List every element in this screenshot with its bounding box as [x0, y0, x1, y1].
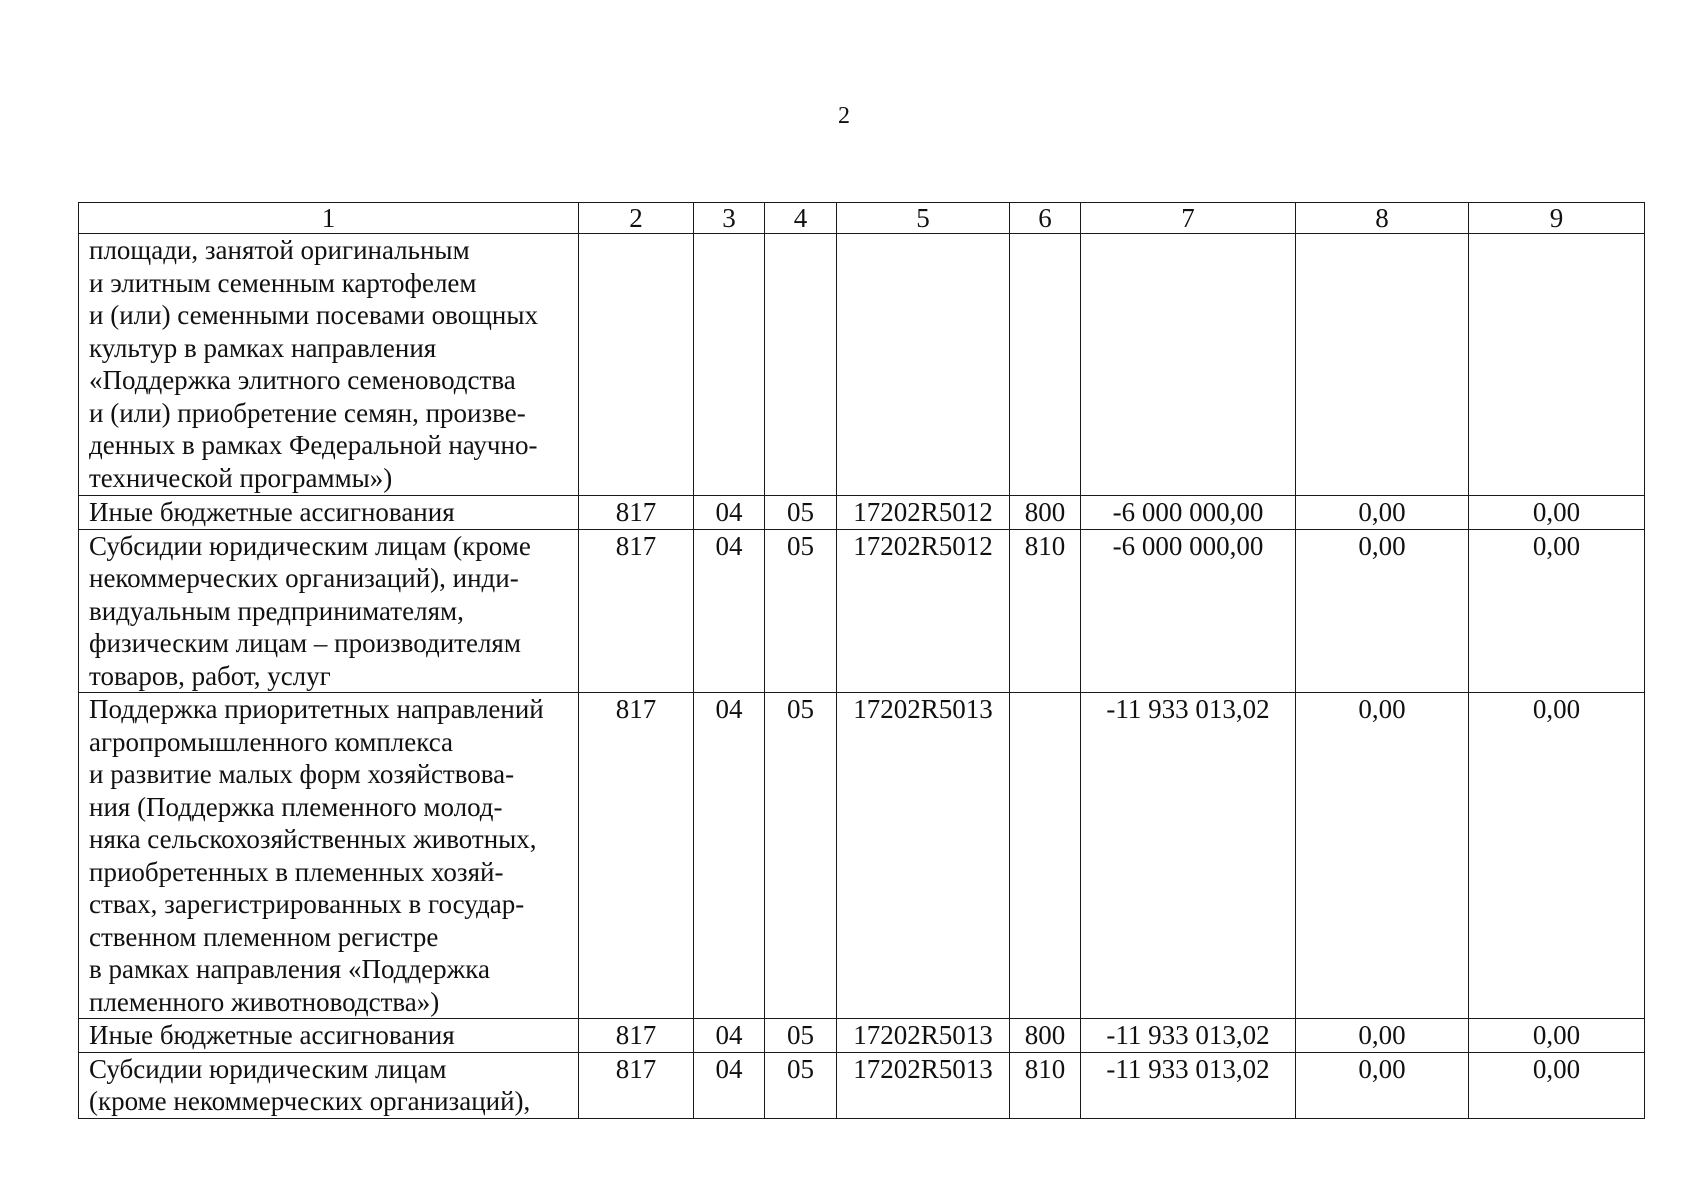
cell-subsection: 05	[765, 496, 837, 530]
column-header: 6	[1010, 203, 1081, 234]
row-description: Иные бюджетные ассигнования	[79, 496, 579, 530]
table-row	[79, 234, 1645, 496]
budget-table	[78, 202, 1645, 1119]
cell-target-article: 17202R5012	[837, 496, 1010, 530]
cell-subsection: 05	[765, 693, 837, 1019]
cell-grbs: 817	[579, 1019, 694, 1053]
cell-amount-2: 0,00	[1296, 1052, 1469, 1118]
cell-grbs: 817	[579, 496, 694, 530]
cell-amount-2: 0,00	[1296, 1019, 1469, 1053]
cell-grbs	[579, 234, 694, 496]
cell-amount-2: 0,00	[1296, 529, 1469, 693]
cell-target-article	[837, 234, 1010, 496]
cell-amount-2: 0,00	[1296, 496, 1469, 530]
cell-grbs: 817	[579, 693, 694, 1019]
row-description: Поддержка приоритетных направлений агропромышленного комплекса и развитие малых форм хозяйствова- ния (Поддержка племенного молод- няка сельскохозяйственных животных, приобретенных в племенных хозяй- ствах, зарегистрированных в государ- ственном племенном регистре в рамках направления «Поддержка племенного животноводства»)	[79, 693, 579, 1019]
table-row	[79, 693, 1645, 1019]
cell-amount-3: 0,00	[1469, 496, 1645, 530]
cell-amount-1: -11 933 013,02	[1081, 1052, 1296, 1118]
cell-amount-3	[1469, 234, 1645, 496]
column-header: 3	[694, 203, 765, 234]
cell-amount-1: -6 000 000,00	[1081, 529, 1296, 693]
cell-grbs: 817	[579, 529, 694, 693]
cell-target-article: 17202R5013	[837, 693, 1010, 1019]
cell-amount-3: 0,00	[1469, 1019, 1645, 1053]
cell-amount-1	[1081, 234, 1296, 496]
cell-subsection: 05	[765, 529, 837, 693]
cell-expense-type: 800	[1010, 496, 1081, 530]
table-row	[79, 529, 1645, 693]
cell-amount-1: -11 933 013,02	[1081, 1019, 1296, 1053]
cell-target-article: 17202R5013	[837, 1019, 1010, 1053]
column-header: 2	[579, 203, 694, 234]
column-header: 8	[1296, 203, 1469, 234]
cell-expense-type: 810	[1010, 529, 1081, 693]
row-description: Субсидии юридическим лицам (кроме некоммерческих организаций), инди- видуальным предпринимателям, физическим лицам – производителям товаров, работ, услуг	[79, 529, 579, 693]
cell-amount-2	[1296, 234, 1469, 496]
column-header: 9	[1469, 203, 1645, 234]
cell-section: 04	[694, 496, 765, 530]
cell-section: 04	[694, 1019, 765, 1053]
table-header-row	[79, 203, 1645, 234]
table-row	[79, 496, 1645, 530]
cell-section: 04	[694, 529, 765, 693]
cell-target-article: 17202R5012	[837, 529, 1010, 693]
cell-section: 04	[694, 1052, 765, 1118]
table-row	[79, 1052, 1645, 1118]
cell-amount-3: 0,00	[1469, 693, 1645, 1019]
cell-section: 04	[694, 693, 765, 1019]
cell-amount-2: 0,00	[1296, 693, 1469, 1019]
table-row	[79, 1019, 1645, 1053]
cell-expense-type	[1010, 234, 1081, 496]
cell-amount-3: 0,00	[1469, 1052, 1645, 1118]
cell-amount-1: -11 933 013,02	[1081, 693, 1296, 1019]
column-header: 7	[1081, 203, 1296, 234]
cell-section	[694, 234, 765, 496]
cell-amount-1: -6 000 000,00	[1081, 496, 1296, 530]
column-header: 4	[765, 203, 837, 234]
cell-amount-3: 0,00	[1469, 529, 1645, 693]
page-number: 2	[838, 103, 850, 129]
cell-subsection: 05	[765, 1052, 837, 1118]
row-description: Иные бюджетные ассигнования	[79, 1019, 579, 1053]
row-description: площади, занятой оригинальным и элитным семенным картофелем и (или) семенными посевами овощных культур в рамках направления «Поддержка элитного семеноводства и (или) приобретение семян, произве- денных в рамках Федеральной научно- технической программы»)	[79, 234, 579, 496]
cell-expense-type	[1010, 693, 1081, 1019]
column-header: 1	[79, 203, 579, 234]
cell-expense-type: 800	[1010, 1019, 1081, 1053]
column-header: 5	[837, 203, 1010, 234]
cell-expense-type: 810	[1010, 1052, 1081, 1118]
cell-subsection	[765, 234, 837, 496]
cell-grbs: 817	[579, 1052, 694, 1118]
cell-subsection: 05	[765, 1019, 837, 1053]
row-description: Субсидии юридическим лицам (кроме некоммерческих организаций),	[79, 1052, 579, 1118]
cell-target-article: 17202R5013	[837, 1052, 1010, 1118]
